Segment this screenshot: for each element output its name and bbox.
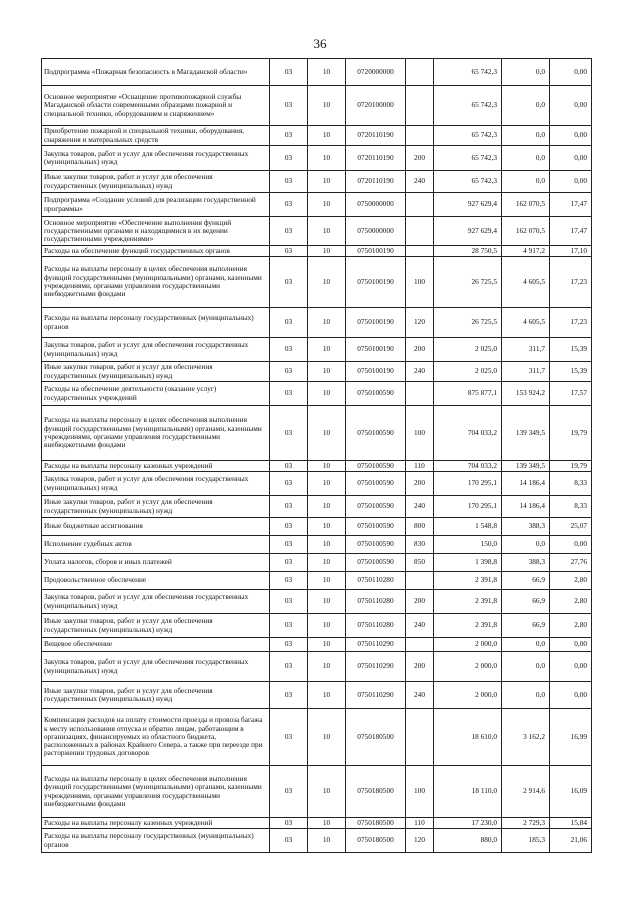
row-name: Закупка товаров, работ и услуг для обеспечения государственных (муниципальных) нужд — [42, 338, 270, 362]
row-expense-type: 120 — [406, 829, 434, 853]
row-subsection: 10 — [308, 246, 346, 257]
row-subsection: 10 — [308, 818, 346, 829]
table-row — [42, 572, 592, 590]
row-executed: 0,0 — [502, 638, 550, 652]
row-planned: 65 742,3 — [434, 86, 502, 126]
row-planned: 2 025,0 — [434, 362, 502, 382]
row-expense-type: 830 — [406, 536, 434, 554]
row-percent: 17,47 — [550, 193, 592, 217]
row-subsection: 10 — [308, 308, 346, 338]
row-percent: 0,00 — [550, 682, 592, 709]
row-executed: 311,7 — [502, 362, 550, 382]
row-target-article: 0750100190 — [346, 362, 406, 382]
row-planned: 28 750,5 — [434, 246, 502, 257]
row-name: Основное мероприятие «Оснащение противопожарной службы Магаданской области современными образцами пожарной и специальной техники, оборудованием и снаряжением» — [42, 86, 270, 126]
row-section: 03 — [270, 257, 308, 308]
row-section: 03 — [270, 472, 308, 496]
table-row — [42, 59, 592, 86]
row-subsection: 10 — [308, 709, 346, 766]
row-section: 03 — [270, 638, 308, 652]
row-name: Иные закупки товаров, работ и услуг для обеспечения государственных (муниципальных) нужд — [42, 682, 270, 709]
row-name: Расходы на выплаты персоналу казенных учреждений — [42, 461, 270, 472]
row-section: 03 — [270, 362, 308, 382]
row-executed: 162 070,5 — [502, 193, 550, 217]
row-percent: 2,80 — [550, 590, 592, 614]
row-planned: 1 548,8 — [434, 518, 502, 536]
row-percent: 15,39 — [550, 338, 592, 362]
row-expense-type — [406, 572, 434, 590]
row-target-article: 0750110280 — [346, 590, 406, 614]
table-row — [42, 382, 592, 406]
table-row — [42, 257, 592, 308]
row-name: Иные бюджетные ассигнования — [42, 518, 270, 536]
row-subsection: 10 — [308, 652, 346, 682]
row-name: Расходы на выплаты персоналу в целях обеспечения выполнения функций государственными (муниципальными) органами, казенными учреждениями, органами управления государственными внебюджетными фондами — [42, 766, 270, 818]
row-subsection: 10 — [308, 193, 346, 217]
table-row — [42, 146, 592, 171]
row-expense-type — [406, 59, 434, 86]
row-expense-type — [406, 638, 434, 652]
row-percent: 0,00 — [550, 126, 592, 146]
table-row — [42, 652, 592, 682]
table-row — [42, 472, 592, 496]
row-planned: 2 391,8 — [434, 614, 502, 638]
table-row — [42, 518, 592, 536]
row-target-article: 0750100590 — [346, 496, 406, 518]
row-expense-type — [406, 217, 434, 246]
row-percent: 25,07 — [550, 518, 592, 536]
row-executed: 14 186,4 — [502, 496, 550, 518]
row-expense-type: 100 — [406, 406, 434, 461]
row-expense-type: 240 — [406, 362, 434, 382]
row-expense-type: 200 — [406, 590, 434, 614]
row-percent: 0,00 — [550, 652, 592, 682]
row-percent: 2,80 — [550, 614, 592, 638]
row-subsection: 10 — [308, 362, 346, 382]
row-percent: 17,23 — [550, 308, 592, 338]
row-executed: 0,0 — [502, 536, 550, 554]
row-subsection: 10 — [308, 518, 346, 536]
row-executed: 4 917,2 — [502, 246, 550, 257]
row-percent: 15,84 — [550, 818, 592, 829]
row-percent: 8,33 — [550, 472, 592, 496]
row-planned: 2 025,0 — [434, 338, 502, 362]
row-subsection: 10 — [308, 572, 346, 590]
row-name: Расходы на выплаты персоналу казенных учреждений — [42, 818, 270, 829]
row-subsection: 10 — [308, 682, 346, 709]
row-executed: 153 924,2 — [502, 382, 550, 406]
budget-table — [41, 58, 592, 853]
row-section: 03 — [270, 59, 308, 86]
table-row — [42, 496, 592, 518]
row-section: 03 — [270, 496, 308, 518]
row-expense-type — [406, 246, 434, 257]
row-name: Закупка товаров, работ и услуг для обеспечения государственных (муниципальных) нужд — [42, 652, 270, 682]
table-row — [42, 461, 592, 472]
row-target-article: 0720000000 — [346, 59, 406, 86]
row-subsection: 10 — [308, 829, 346, 853]
row-executed: 66,9 — [502, 572, 550, 590]
row-percent: 16,09 — [550, 766, 592, 818]
row-target-article: 0750100590 — [346, 536, 406, 554]
row-name: Расходы на выплаты персоналу государственных (муниципальных) органов — [42, 829, 270, 853]
row-expense-type — [406, 126, 434, 146]
row-executed: 139 349,5 — [502, 461, 550, 472]
row-executed: 4 605,5 — [502, 257, 550, 308]
row-expense-type: 200 — [406, 338, 434, 362]
row-expense-type: 200 — [406, 472, 434, 496]
row-subsection: 10 — [308, 536, 346, 554]
row-target-article: 0750180500 — [346, 818, 406, 829]
row-percent: 0,00 — [550, 536, 592, 554]
row-expense-type: 200 — [406, 146, 434, 171]
row-section: 03 — [270, 652, 308, 682]
row-target-article: 0750000000 — [346, 217, 406, 246]
row-subsection: 10 — [308, 590, 346, 614]
row-executed: 4 605,5 — [502, 308, 550, 338]
row-subsection: 10 — [308, 338, 346, 362]
row-subsection: 10 — [308, 217, 346, 246]
row-planned: 18 110,0 — [434, 766, 502, 818]
row-subsection: 10 — [308, 146, 346, 171]
row-executed: 0,0 — [502, 682, 550, 709]
row-executed: 0,0 — [502, 59, 550, 86]
row-name: Расходы на выплаты персоналу государственных (муниципальных) органов — [42, 308, 270, 338]
row-name: Иные закупки товаров, работ и услуг для обеспечения государственных (муниципальных) нужд — [42, 362, 270, 382]
row-section: 03 — [270, 709, 308, 766]
row-name: Основное мероприятие «Обеспечение выполнения функций государственными органами и находящимися в их ведении государственными учреждениями» — [42, 217, 270, 246]
row-planned: 2 391,8 — [434, 590, 502, 614]
row-subsection: 10 — [308, 171, 346, 193]
row-target-article: 0750100590 — [346, 518, 406, 536]
row-percent: 2,80 — [550, 572, 592, 590]
row-subsection: 10 — [308, 126, 346, 146]
row-target-article: 0750100590 — [346, 461, 406, 472]
table-row — [42, 217, 592, 246]
row-subsection: 10 — [308, 614, 346, 638]
row-name: Подпрограмма «Пожарная безопасность в Магаданской области» — [42, 59, 270, 86]
row-percent: 8,33 — [550, 496, 592, 518]
row-subsection: 10 — [308, 86, 346, 126]
row-planned: 880,0 — [434, 829, 502, 853]
table-row — [42, 709, 592, 766]
row-expense-type: 240 — [406, 171, 434, 193]
table-row — [42, 818, 592, 829]
table-row — [42, 171, 592, 193]
row-executed: 14 186,4 — [502, 472, 550, 496]
row-expense-type — [406, 86, 434, 126]
row-name: Расходы на выплаты персоналу в целях обеспечения выполнения функций государственными (муниципальными) органами, казенными учреждениями, органами управления государственными внебюджетными фондами — [42, 257, 270, 308]
row-section: 03 — [270, 382, 308, 406]
row-planned: 65 742,3 — [434, 59, 502, 86]
row-name: Вещевое обеспечение — [42, 638, 270, 652]
row-target-article: 0750110290 — [346, 638, 406, 652]
table-row — [42, 362, 592, 382]
row-name: Расходы на обеспечение деятельности (оказание услуг) государственных учреждений — [42, 382, 270, 406]
row-percent: 0,00 — [550, 86, 592, 126]
table-row — [42, 590, 592, 614]
table-row — [42, 246, 592, 257]
row-target-article: 0750100190 — [346, 308, 406, 338]
row-subsection: 10 — [308, 638, 346, 652]
row-planned: 170 295,1 — [434, 472, 502, 496]
row-section: 03 — [270, 518, 308, 536]
row-percent: 0,00 — [550, 638, 592, 652]
table-row — [42, 766, 592, 818]
row-target-article: 0750100590 — [346, 554, 406, 572]
row-subsection: 10 — [308, 382, 346, 406]
row-target-article: 0750180500 — [346, 829, 406, 853]
table-row — [42, 682, 592, 709]
row-expense-type — [406, 193, 434, 217]
row-name: Расходы на обеспечение функций государственных органов — [42, 246, 270, 257]
row-planned: 704 033,2 — [434, 406, 502, 461]
row-executed: 139 349,5 — [502, 406, 550, 461]
row-planned: 2 000,0 — [434, 682, 502, 709]
row-target-article: 0750110290 — [346, 682, 406, 709]
row-percent: 17,23 — [550, 257, 592, 308]
row-planned: 65 742,3 — [434, 146, 502, 171]
row-executed: 66,9 — [502, 614, 550, 638]
row-percent: 15,39 — [550, 362, 592, 382]
row-section: 03 — [270, 146, 308, 171]
row-executed: 185,3 — [502, 829, 550, 853]
row-executed: 0,0 — [502, 86, 550, 126]
row-section: 03 — [270, 246, 308, 257]
row-target-article: 0750000000 — [346, 193, 406, 217]
row-name: Иные закупки товаров, работ и услуг для обеспечения государственных (муниципальных) нужд — [42, 171, 270, 193]
row-percent: 21,06 — [550, 829, 592, 853]
row-section: 03 — [270, 818, 308, 829]
row-name: Подпрограмма «Создание условий для реализации государственной программы» — [42, 193, 270, 217]
row-percent: 0,00 — [550, 171, 592, 193]
row-target-article: 0720110190 — [346, 146, 406, 171]
table-body — [42, 59, 592, 853]
row-target-article: 0750100590 — [346, 406, 406, 461]
row-section: 03 — [270, 86, 308, 126]
row-planned: 704 033,2 — [434, 461, 502, 472]
table-row — [42, 406, 592, 461]
row-executed: 66,9 — [502, 590, 550, 614]
row-section: 03 — [270, 682, 308, 709]
row-planned: 26 725,5 — [434, 257, 502, 308]
row-section: 03 — [270, 572, 308, 590]
row-executed: 0,0 — [502, 126, 550, 146]
row-target-article: 0750110280 — [346, 572, 406, 590]
row-executed: 0,0 — [502, 652, 550, 682]
row-target-article: 0750100590 — [346, 382, 406, 406]
row-executed: 0,0 — [502, 171, 550, 193]
row-planned: 65 742,3 — [434, 171, 502, 193]
row-executed: 3 162,2 — [502, 709, 550, 766]
row-target-article: 0750180500 — [346, 766, 406, 818]
row-percent: 0,00 — [550, 146, 592, 171]
row-percent: 19,79 — [550, 461, 592, 472]
row-executed: 388,3 — [502, 518, 550, 536]
row-target-article: 0720110190 — [346, 126, 406, 146]
row-section: 03 — [270, 126, 308, 146]
row-subsection: 10 — [308, 461, 346, 472]
row-subsection: 10 — [308, 257, 346, 308]
row-target-article: 0720110190 — [346, 171, 406, 193]
row-target-article: 0750100190 — [346, 257, 406, 308]
row-section: 03 — [270, 338, 308, 362]
table-row — [42, 193, 592, 217]
row-section: 03 — [270, 171, 308, 193]
row-planned: 170 295,1 — [434, 496, 502, 518]
row-planned: 2 000,0 — [434, 638, 502, 652]
row-expense-type: 240 — [406, 614, 434, 638]
row-planned: 17 230,0 — [434, 818, 502, 829]
row-planned: 26 725,5 — [434, 308, 502, 338]
row-percent: 17,57 — [550, 382, 592, 406]
row-target-article: 0750100190 — [346, 338, 406, 362]
row-expense-type: 200 — [406, 652, 434, 682]
row-planned: 875 877,1 — [434, 382, 502, 406]
row-target-article: 0720100000 — [346, 86, 406, 126]
row-percent: 16,99 — [550, 709, 592, 766]
row-executed: 0,0 — [502, 146, 550, 171]
row-target-article: 0750100190 — [346, 246, 406, 257]
row-section: 03 — [270, 829, 308, 853]
row-planned: 150,0 — [434, 536, 502, 554]
table-row — [42, 554, 592, 572]
row-section: 03 — [270, 536, 308, 554]
row-planned: 2 000,0 — [434, 652, 502, 682]
table-row — [42, 86, 592, 126]
row-subsection: 10 — [308, 406, 346, 461]
page-number: 36 — [313, 36, 327, 51]
row-section: 03 — [270, 590, 308, 614]
row-subsection: 10 — [308, 554, 346, 572]
row-name: Компенсация расходов на оплату стоимости проезда и провоза багажа к месту использования отпуска и обратно лицам, работающим в организациях, финансируемых из областного бюджета, расположенных в районах Крайнего Севера, а также при переезде при расторжении трудовых договоров — [42, 709, 270, 766]
row-executed: 162 070,5 — [502, 217, 550, 246]
row-section: 03 — [270, 766, 308, 818]
row-section: 03 — [270, 461, 308, 472]
row-planned: 927 629,4 — [434, 217, 502, 246]
table-row — [42, 308, 592, 338]
row-section: 03 — [270, 308, 308, 338]
row-name: Исполнение судебных актов — [42, 536, 270, 554]
row-name: Уплата налогов, сборов и иных платежей — [42, 554, 270, 572]
table-row — [42, 536, 592, 554]
row-expense-type: 120 — [406, 308, 434, 338]
row-percent: 17,47 — [550, 217, 592, 246]
table-row — [42, 638, 592, 652]
row-section: 03 — [270, 193, 308, 217]
row-planned: 65 742,3 — [434, 126, 502, 146]
row-planned: 927 629,4 — [434, 193, 502, 217]
row-target-article: 0750110290 — [346, 652, 406, 682]
row-subsection: 10 — [308, 472, 346, 496]
row-target-article: 0750100590 — [346, 472, 406, 496]
row-expense-type: 240 — [406, 682, 434, 709]
table-row — [42, 829, 592, 853]
row-expense-type: 100 — [406, 257, 434, 308]
row-name: Расходы на выплаты персоналу в целях обеспечения выполнения функций государственными (муниципальными) органами, казенными учреждениями, органами управления государственными внебюджетными фондами — [42, 406, 270, 461]
row-section: 03 — [270, 406, 308, 461]
row-executed: 2 914,6 — [502, 766, 550, 818]
row-name: Закупка товаров, работ и услуг для обеспечения государственных (муниципальных) нужд — [42, 472, 270, 496]
row-percent: 19,79 — [550, 406, 592, 461]
row-section: 03 — [270, 614, 308, 638]
row-expense-type: 800 — [406, 518, 434, 536]
row-section: 03 — [270, 217, 308, 246]
row-expense-type: 240 — [406, 496, 434, 518]
row-executed: 2 729,3 — [502, 818, 550, 829]
row-planned: 18 610,0 — [434, 709, 502, 766]
row-expense-type — [406, 382, 434, 406]
row-percent: 27,76 — [550, 554, 592, 572]
table-row — [42, 614, 592, 638]
row-planned: 2 391,8 — [434, 572, 502, 590]
row-subsection: 10 — [308, 496, 346, 518]
row-expense-type — [406, 709, 434, 766]
row-expense-type: 110 — [406, 818, 434, 829]
row-name: Закупка товаров, работ и услуг для обеспечения государственных (муниципальных) нужд — [42, 590, 270, 614]
row-section: 03 — [270, 554, 308, 572]
row-name: Закупка товаров, работ и услуг для обеспечения государственных (муниципальных) нужд — [42, 146, 270, 171]
row-subsection: 10 — [308, 59, 346, 86]
row-planned: 1 398,8 — [434, 554, 502, 572]
row-executed: 388,3 — [502, 554, 550, 572]
row-executed: 311,7 — [502, 338, 550, 362]
row-name: Приобретение пожарной и специальной техники, оборудования, снаряжения и материальных средств — [42, 126, 270, 146]
row-name: Продовольственное обеспечение — [42, 572, 270, 590]
row-target-article: 0750180500 — [346, 709, 406, 766]
row-expense-type: 100 — [406, 766, 434, 818]
row-name: Иные закупки товаров, работ и услуг для обеспечения государственных (муниципальных) нужд — [42, 614, 270, 638]
row-percent: 17,10 — [550, 246, 592, 257]
row-expense-type: 110 — [406, 461, 434, 472]
row-name: Иные закупки товаров, работ и услуг для обеспечения государственных (муниципальных) нужд — [42, 496, 270, 518]
row-subsection: 10 — [308, 766, 346, 818]
row-target-article: 0750110280 — [346, 614, 406, 638]
table-row — [42, 338, 592, 362]
table-row — [42, 126, 592, 146]
row-expense-type: 850 — [406, 554, 434, 572]
row-percent: 0,00 — [550, 59, 592, 86]
